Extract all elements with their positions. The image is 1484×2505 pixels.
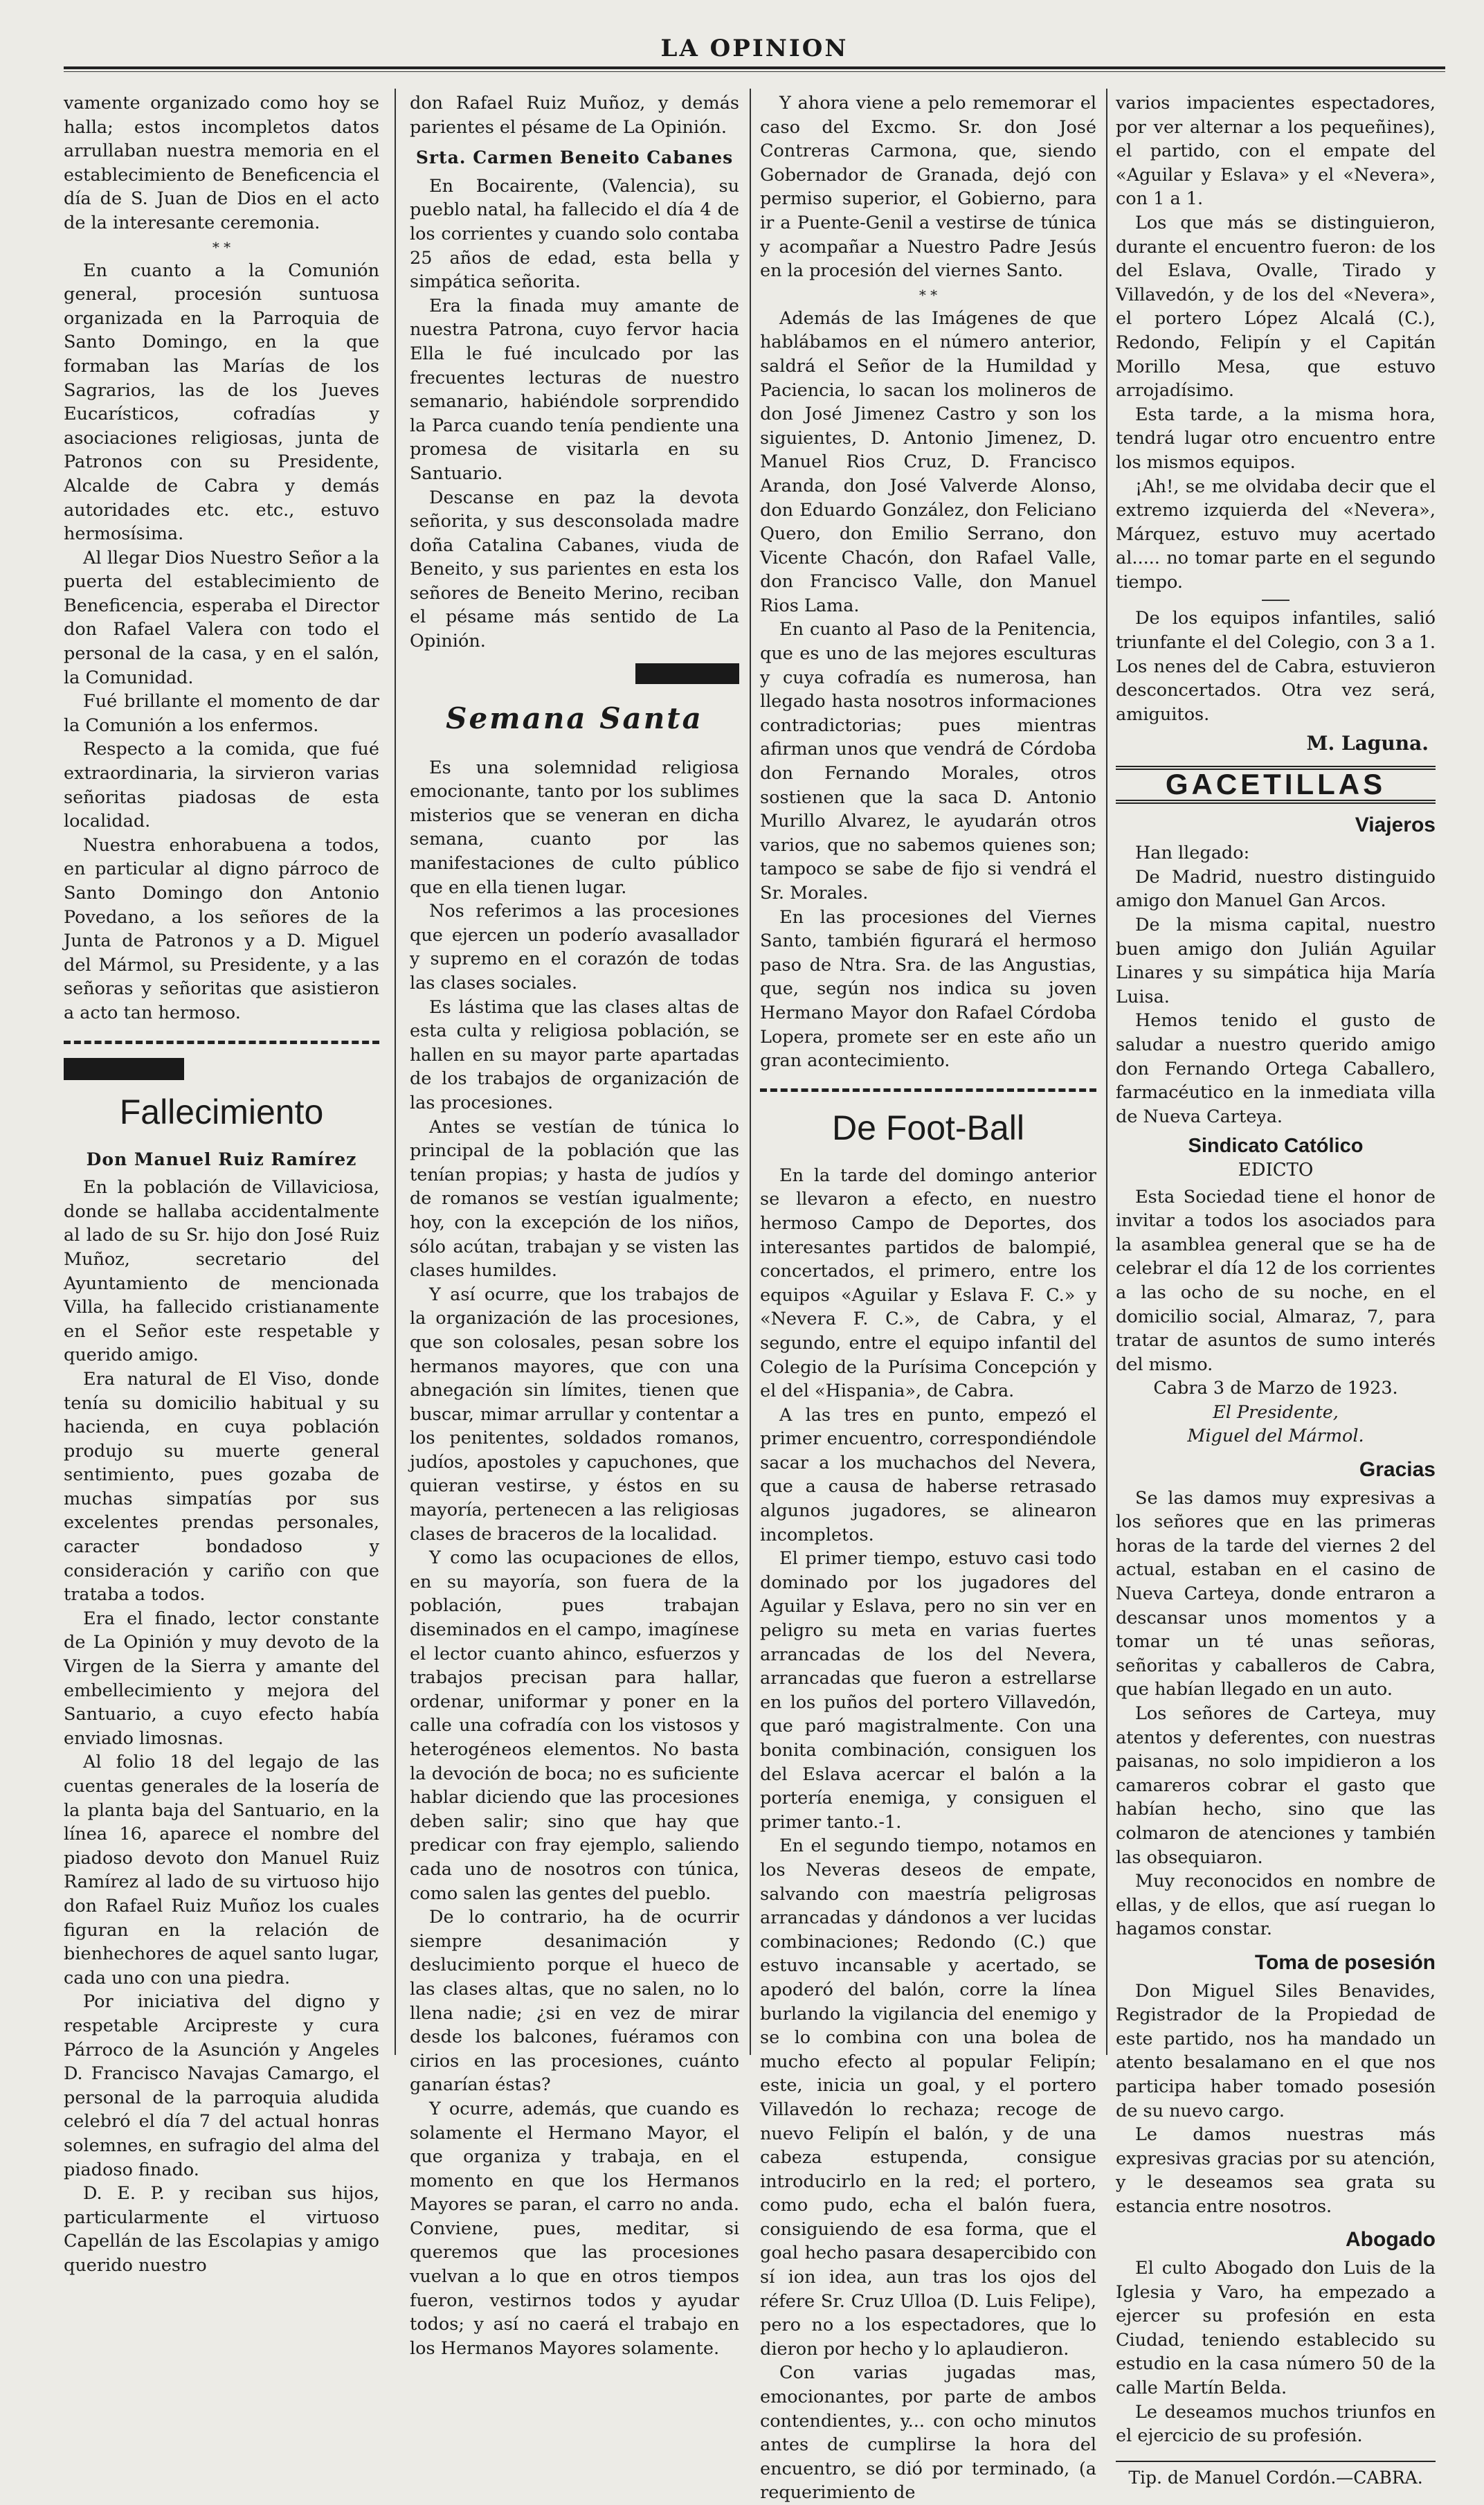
signatory-name: Miguel del Mármol. [1187,1426,1364,1447]
paragraph: don Rafael Ruiz Muñoz, y demás parientes el pésame de La Opinión. [410,93,739,138]
paragraph: En cuanto al Paso de la Penitencia, que es uno de las mejores esculturas y cuya cofradía es numerosa, han llegado hasta nosotros informaciones contradictorias; pues mientras afirman unos que vendrá de Córdoba don Fernando Morales, otros sostienen que la saca D. Antonio Murillo Alvarez, le ayudarán otros varios, que no sabemos quienes son; tampoco se sabe de fijo si vendrá el Sr. Morales. [760,619,1096,904]
paragraph: En cuanto a la Comunión general, procesión suntuosa organizada en la Parroquia de Santo Domingo, en la que formaban las Marías de los Sagrarios, las de los Jueves Eucarísticos, cofradías y asociaciones religiosas, junta de Patronos con su Presidente, Alcalde de Cabra y demás autoridades etc. etc., estuvo hermosísima. [64,260,379,545]
column-divider [395,89,396,2055]
paragraph: A las tres en punto, empezó el primer encuentro, correspondiéndole sacar a los muchachos del Nevera, que a causa de haberse retrasado algunos jugadores, se alinearon incompletos. [760,1404,1096,1545]
paragraph: Los señores de Carteya, muy atentos y deferentes, con nuestras paisanas, no solo impidieron a los camareros cobrar el gasto que habían hecho, sino que las colmaron de atenciones y también las obsequiaron. [1116,1703,1436,1868]
dashed-separator [760,1088,1096,1092]
paragraph: vamente organizado como hoy se halla; estos incompletos datos arrullaban nuestra memoria en el establecimiento de Beneficencia el día de S. Juan de Dios en el acto de la interesante ceremonia. [64,93,379,233]
paragraph: Le deseamos muchos triunfos en el ejercicio de su profesión. [1116,2401,1436,2447]
item-heading: Viajeros [1355,813,1436,836]
dashed-separator [64,1041,379,1044]
paragraph: Don Miguel Siles Benavides, Registrador de la Propiedad de este partido, nos ha mandado un atento besalamano en el que nos participa haber tomado posesión de su nuevo cargo. [1116,1980,1436,2121]
paragraph: Es lástima que las clases altas de esta culta y religiosa población, se hallen en su mayor parte apartadas de los trabajos de organización de las procesiones. [410,996,739,1113]
paragraph: Y ahora viene a pelo rememorar el caso del Excmo. Sr. don José Contreras Carmona, que, siendo Gobernador de Granada, dejó con permiso superior, el Gobierno, para ir a Puente-Genil a vestirse de túnica y acompañar a Nuestro Padre Jesús en la procesión del viernes Santo. [760,93,1096,282]
paragraph: Era la finada muy amante de nuestra Patrona, cuyo fervor hacia Ella le fué inculcado por las frecuentes lecturas de nuestro semanario, habiéndole sorprendido la Parca cuando tenía pendiente una promesa de visitarla en su Santuario. [410,295,739,484]
paragraph: De Madrid, nuestro distinguido amigo don Manuel Gan Arcos. [1116,866,1436,912]
black-bar [635,663,739,684]
paragraph: En la población de Villaviciosa, donde se hallaba accidentalmente al lado de su Sr. hijo don José Ruiz Muñoz, secretario del Ayuntamiento de mencionada Villa, ha fallecido cristianamente en el Señor este respetable y querido amigo. [64,1177,379,1366]
article-subheading: Srta. Carmen Beneito Cabanes [415,147,734,168]
printer-imprint: Tip. de Manuel Cordón.—CABRA. [1116,2461,1436,2490]
column-2 [410,91,739,2359]
paragraph: ¡Ah!, se me olvidaba decir que el extremo izquierda del «Nevera», Márquez, estuvo muy acertado al..... no tomar parte en el segundo tiempo. [1116,476,1436,593]
paragraph: El primer tiempo, estuvo casi todo dominado por los jugadores del Aguilar y Eslava, pero no sin ver en peligro su meta en varias fuertes arrancadas de los del Nevera, arrancadas que fueron a estrellarse en los puños del portero Villavedón, que paró magistralmente. Con una bonita combinación, consiguen los del Eslava acercar el balón a la portería enemiga, y consiguen el primer tanto.-1. [760,1548,1096,1833]
paragraph: D. E. P. y reciban sus hijos, particularmente el virtuoso Capellán de las Escolapias y amigo querido nuestro [64,2183,379,2276]
paragraph: varios impacientes espectadores, por ver alternar a los pequeñines), el partido, con el empate del «Aguilar y Eslava» y el «Nevera», con 1 a 1. [1116,93,1436,210]
column-divider [750,89,751,2055]
paragraph: Se las damos muy expresivas a los señores que en las primeras horas de la tarde del viernes 2 del actual, estaban en el casino de Nueva Carteya, donde entraron a descansar unos momentos y a tomar un té unas señoras, señoritas y caballeros de Cabra, que habían llegado en un auto. [1116,1487,1436,1700]
newspaper-title: LA OPINION [660,35,849,62]
paragraph: De lo contrario, ha de ocurrir siempre desanimación y deslucimiento porque el hueco de las clases altas, que no salen, no lo llena nadie; ¿si en vez de mirar desde los balcones, fuéramos con cirios en las procesiones, cuánto ganarían éstas? [410,1907,739,2096]
paragraph: Muy reconocidos en nombre de ellas, y de ellos, que así ruegan lo hagamos constar. [1116,1871,1436,1940]
paragraph: De los equipos infantiles, salió triunfante el del Colegio, con 3 a 1. Los nenes del de Cabra, estuvieron desconcertados. Otra vez será, amiguitos. [1116,608,1436,725]
asterism: * * [919,286,938,303]
paragraph: Antes se vestían de túnica lo principal de la población que las tenían propias; y hasta de judíos y de romanos se vestían igualmente; hoy, con la excepción de los niños, sólo acútan, trabajan y se visten las clases humildes. [410,1116,739,1282]
paragraph: Hemos tenido el gusto de saludar a nuestro querido amigo don Fernando Ortega Caballero, farmacéutico en la inmediata villa de Nueva Carteya. [1116,1010,1436,1127]
item-subheading: EDICTO [1238,1159,1314,1180]
masthead-rule-thin [64,71,1445,72]
column-3 [760,91,1096,2504]
masthead [64,35,1445,69]
section-heading: GACETILLAS [1116,766,1436,804]
article-heading: Fallecimiento [119,1092,324,1131]
paragraph: Le damos nuestras más expresivas gracias por su atención, y le deseamos sea grata su estancia entre nosotros. [1116,2124,1436,2217]
paragraph: Respecto a la comida, que fué extraordinaria, la sirvieron varias señoritas piadosas de esta localidad. [64,739,379,832]
item-heading: Toma de posesión [1254,1950,1436,1974]
asterism: * * [212,238,231,255]
paragraph: Esta tarde, a la misma hora, tendrá lugar otro encuentro entre los mismos equipos. [1116,404,1436,473]
paragraph: En la tarde del domingo anterior se llevaron a efecto, en nuestro hermoso Campo de Deportes, dos interesantes partidos de balompié, concertados, el primero, entre los equipos «Aguilar y Eslava F. C.» y «Nevera F. C.», de Cabra, y el segundo, entre el equipo infantil del Colegio de la Purísima Concepción y el del «Hispania», de Cabra. [760,1165,1096,1402]
short-rule [1262,600,1290,601]
item-heading: Sindicato Católico [1188,1135,1364,1158]
paragraph: En el segundo tiempo, notamos en los Neveras deseos de empate, salvando con maestría peligrosas arrancadas y dándonos a ver lucidas combinaciones; Redondo (C.) que estuvo incansable y acertado, se apoderó del balón, corre la línea burlando la vigilancia del enemigo y se lo combina con una bolea de mucho efecto al popular Felipín; este, inicia un goal, y el portero Villavedón lo rechaza; recoge de nuevo Felipín el balón, y de una cabeza estupenda, consigue introducirlo en la red; el portero, como pudo, echa el balón fuera, consiguiendo de esa forma, que el goal hecho pasara desapercibido con sí ion idea, aun tras los ojos del réfere Sr. Cruz Ulloa (D. Luis Felipe), pero no a los espectadores, que lo dieron por hecho y lo aplaudieron. [760,1835,1096,2360]
item-heading: Abogado [1346,2228,1436,2252]
paragraph: En Bocairente, (Valencia), su pueblo natal, ha fallecido el día 4 de los corrientes y cuando solo contaba 25 años de edad, esta bella y simpática señorita. [410,175,739,293]
paragraph: En las procesiones del Viernes Santo, también figurará el hermoso paso de Ntra. Sra. de las Angustias, que, según nos indica su joven Hermano Mayor don Rafael Córdoba Lopera, promete ser en este año un gran acontecimiento. [760,906,1096,1072]
column-divider [1106,89,1107,2055]
paragraph: Y como las ocupaciones de ellos, en su mayoría, son fuera de la población, pues trabajan diseminados en el campo, imagínese el lector cuanto ahinco, esfuerzos y trabajos precisan para hallar, ordenar, uniformar y poner en la calle una cofradía con los vistosos y heterogéneos elementos. No basta la devoción de boca; no es suficiente hablar diciendo que las procesiones deben salir; sino que hay que predicar con fray ejemplo, saliendo cada uno de nosotros con túnica, como salen las gentes del pueblo. [410,1547,739,1904]
author-signature: M. Laguna. [1306,732,1429,755]
masthead-rule [64,66,1445,69]
paragraph: Nos referimos a las procesiones que ejercen un poderío avasallador y supremo en el corazón de todas las clases sociales. [410,901,739,994]
paragraph: Es una solemnidad religiosa emocionante, tanto por los sublimes misterios que se veneran en dicha semana, cuanto por las manifestaciones de culto público que en ella tienen lugar. [410,757,739,898]
column-1 [64,91,379,2276]
paragraph: Los que más se distinguieron, durante el encuentro fueron: de los del Eslava, Ovalle, Tirado y Villavedón, y de los del «Nevera», el portero López Alcalá (C.), Redondo, Felipín y el Capitán Morillo Mesa, que estuvo arrojadísimo. [1116,212,1436,402]
paragraph: Al folio 18 del legajo de las cuentas generales de la losería de la planta baja del Santuario, en la línea 16, aparece el nombre del piadoso devoto don Manuel Ruiz Ramírez al lado de su virtuoso hijo don Rafael Ruiz Muñoz los cuales figuran en la relación de bienhechores de aquel santo lugar, cada uno con una piedra. [64,1752,379,1988]
paragraph: De la misma capital, nuestro buen amigo don Julián Aguilar Linares y su simpática hija María Luisa. [1116,915,1436,1007]
paragraph: Fué brillante el momento de dar la Comunión a los enfermos. [64,691,379,736]
paragraph: Era natural de El Viso, donde tenía su domicilio habitual y su hacienda, en cuya población produjo su muerte general sentimiento, pues gozaba de muchas simpatías por sus excelentes prendas personales, caracter bondadoso y consideración y cariño con que trataba a todos. [64,1368,379,1606]
paragraph: Nuestra enhorabuena a todos, en particular al digno párroco de Santo Domingo don Antonio Povedano, a los señores de la Junta de Patronos y a D. Miguel del Mármol, su Presidente, y a las señoras y señoritas que asistieron a acto tan hermoso. [64,834,379,1023]
date-line: Cabra 3 de Marzo de 1923. [1153,1378,1398,1399]
paragraph: Además de las Imágenes de que hablábamos en el número anterior, saldrá el Señor de la Humildad y Paciencia, lo sacan los molineros de don José Jimenez Castro y son los siguientes, D. Antonio Jimenez, D. Manuel Rios Cruz, D. Francisco Aranda, don José Valverde Alonso, don Eduardo González, don Feliciano Quero, don Emilio Serrano, don Vicente Chacón, don Rafael Valle, don Francisco Valle, don Manuel Rios Lama. [760,307,1096,616]
article-heading: De Foot-Ball [832,1108,1024,1147]
paragraph: Descanse en paz la devota señorita, y sus desconsolada madre doña Catalina Cabanes, viuda de Beneito, y sus parientes en esta los señores de Beneito Merino, reciban el pésame más sentido de La Opinión. [410,487,739,652]
black-bar [64,1058,184,1080]
column-4 [1116,91,1436,2488]
paragraph: Al llegar Dios Nuestro Señor a la puerta del establecimiento de Beneficencia, esperaba el Director don Rafael Valera con todo el personal de la casa, y en el salón, la Comunidad. [64,547,379,688]
signatory-title: El Presidente, [1213,1401,1339,1423]
paragraph: Y así ocurre, que los trabajos de la organización de las procesiones, que son colosales, pesan sobre los hermanos mayores, que con una abnegación sin límites, tienen que buscar, mimar arrullar y contentar a los penitentes, soldados romanos, judíos, apostoles y capuchones, que quieran vestirse, y éstos en su mayoría, pertenecen a las religiosas clases de braceros de la localidad. [410,1284,739,1545]
article-subheading: Don Manuel Ruiz Ramírez [86,1149,357,1169]
article-heading: Semana Santa [446,701,703,735]
paragraph: Han llegado: [1135,843,1250,864]
paragraph: Era el finado, lector constante de La Opinión y muy devoto de la Virgen de la Sierra y amante del embellecimiento y mejora del Santuario, a cuyo efecto había enviado limosnas. [64,1608,379,1749]
paragraph: Por iniciativa del digno y respetable Arcipreste y cura Párroco de la Asunción y Angeles D. Francisco Navajas Camargo, el personal de la parroquia aludida celebró el día 7 del actual honras solemnes, en sufragio del alma del piadoso finado. [64,1991,379,2180]
paragraph: Con varias jugadas mas, emocionantes, por parte de ambos contendientes, y... con ocho minutos antes de cumplirse la hora del encuentro, se dió por terminado, (a requerimiento de [760,2362,1096,2504]
paragraph: Y ocurre, además, que cuando es solamente el Hermano Mayor, el que organiza y trabaja, en el momento en que los Hermanos Mayores se paran, el carro no anda. Conviene, pues, meditar, si queremos que las procesiones vuelvan a lo que en otros tiempos fueron, vestirnos todos y ayudar todos; y así no caerá el trabajo en los Hermanos Mayores solamente. [410,2098,739,2359]
paragraph: Esta Sociedad tiene el honor de invitar a todos los asociados para la asamblea general que se ha de celebrar el día 12 de los corrientes a las ocho de su noche, en el domicilio social, Almaraz, 7, para tratar de asuntos de sumo interés del mismo. [1116,1186,1436,1375]
paragraph: El culto Abogado don Luis de la Iglesia y Varo, ha empezado a ejercer su profesión en esta Ciudad, teniendo establecido su estudio en la casa número 50 de la calle Martín Belda. [1116,2258,1436,2399]
item-heading: Gracias [1359,1458,1436,1482]
